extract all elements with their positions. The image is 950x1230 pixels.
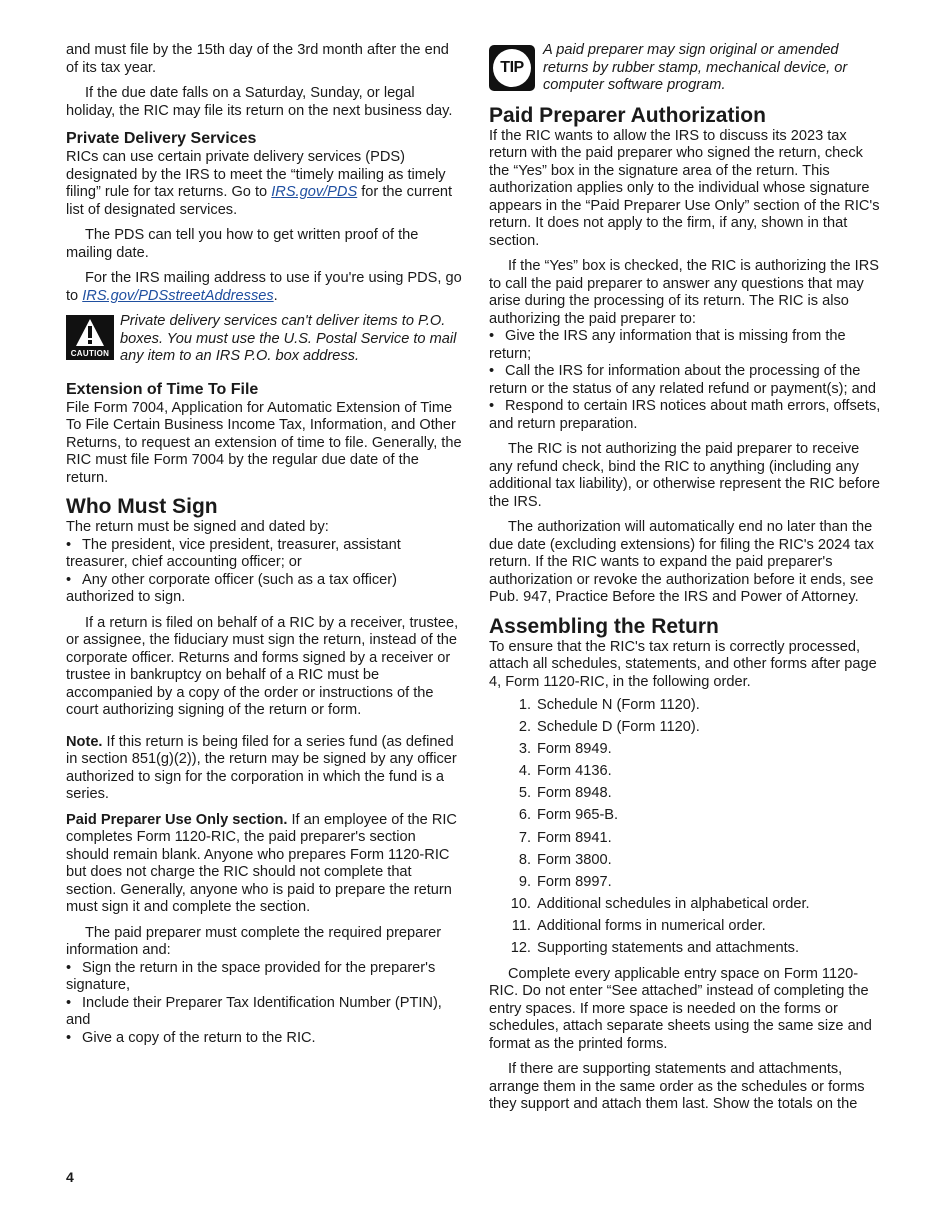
bullet-item: • Give the IRS any information that is missing from the return; xyxy=(489,328,846,362)
bullet-item: • Include their Preparer Tax Identification Number (PTIN), and xyxy=(66,994,442,1028)
paragraph: The PDS can tell you how to get written proof of the mailing date. xyxy=(66,227,419,261)
paragraph: If a return is filed on behalf of a RIC by a receiver, trustee, or assignee, the fiduciary must sign the return, instead of the corporate officer. Returns and forms signed by a receiver or trustee in bankruptcy on behalf of a RIC must be accompanied by a copy of the order or instructions of the court authorizing signing of the return or form. xyxy=(66,614,459,718)
paragraph: The authorization will automatically end no later than the due date (excluding extensions) for filing the RIC's 2024 tax return. If the RIC wants to expand the paid preparer's authorization or revoke the authorization before it ends, see Pub. 947, Practice Before the IRS and Power of Attorney. xyxy=(489,519,874,605)
assembly-list-item xyxy=(489,874,882,892)
bullet-item: • Sign the return in the space provided for the preparer's signature, xyxy=(66,959,436,993)
list-number: 10. xyxy=(510,895,531,912)
list-number: 8. xyxy=(518,851,531,868)
assembly-order-list xyxy=(489,697,882,958)
assembly-list-item xyxy=(489,940,882,958)
section-heading-paid-preparer-authorization: Paid Preparer Authorization xyxy=(489,103,766,127)
list-number: 6. xyxy=(518,807,531,824)
paragraph: If there are supporting statements and attachments, arrange them in the same order as the schedules or forms they support and attach them last. Show the totals on the xyxy=(489,1061,865,1113)
bullet-icon: • xyxy=(489,328,495,344)
list-number: 11. xyxy=(511,917,531,934)
paragraph: If the RIC wants to allow the IRS to discuss its 2023 tax return with the paid preparer who signed the return, check the “Yes” box in the signature area of the return. This authorization applies only to the individual whose signature appears in the “Paid Preparer Use Only” section of the RIC's return. It does not apply to the firm, if any, shown in that section. xyxy=(489,127,880,249)
list-text: Additional schedules in alphabetical order. xyxy=(537,895,810,912)
assembly-list-item xyxy=(489,763,882,781)
tip-label: TIP xyxy=(500,59,524,76)
note-paragraph: Note. If this return is being filed for a series fund (as defined in section 851(g)(2)), the return may be signed by any officer authorized to sign for the corporation in which the fund is a series. xyxy=(66,733,457,802)
section-heading-assembling-the-return: Assembling the Return xyxy=(489,614,719,638)
paragraph: If the “Yes” box is checked, the RIC is authorizing the IRS to call the paid preparer to answer any questions that may arise during the processing of its return. The RIC is also authorizing the paid preparer to: xyxy=(489,258,879,327)
list-text: Additional forms in numerical order. xyxy=(537,917,766,934)
list-text: Form 965-B. xyxy=(537,807,619,824)
assembly-list-item xyxy=(489,807,882,825)
assembly-list-item xyxy=(489,785,882,803)
list-number: 2. xyxy=(518,719,531,736)
paragraph: To ensure that the RIC's tax return is correctly processed, attach all schedules, statements, and other forms after page 4, Form 1120-RIC, in the following order. xyxy=(489,638,877,690)
paragraph: and must file by the 15th day of the 3rd month after the end of its tax year. xyxy=(66,42,449,76)
bullet-icon: • xyxy=(66,1029,72,1046)
paragraph: RICs can use certain private delivery services (PDS) designated by the IRS to meet the “timely mailing as timely filing” rule for tax returns. Go to IRS.gov/PDS for the current list of designated services. xyxy=(66,149,453,218)
assembly-list-item xyxy=(489,896,882,914)
section-heading-private-delivery: Private Delivery Services xyxy=(66,130,257,147)
bullet-item: • Call the IRS for information about the processing of the return or the status of any related refund or payment(s); and xyxy=(489,363,876,397)
list-number: 12. xyxy=(510,940,531,957)
section-heading-extension: Extension of Time To File xyxy=(66,380,259,398)
paragraph: Complete every applicable entry space on Form 1120-RIC. Do not enter “See attached” instead of completing the entry spaces. If more space is needed on the forms or schedules, attach separate sheets using the same size and format as the printed forms. xyxy=(489,965,872,1052)
irs-pds-link[interactable]: IRS.gov/PDS xyxy=(271,184,358,200)
list-text: Form 3800. xyxy=(537,851,612,868)
assembly-list-item xyxy=(489,719,882,737)
section-heading-who-must-sign: Who Must Sign xyxy=(66,495,218,518)
bullet-icon: • xyxy=(489,398,495,414)
paragraph: The return must be signed and dated by: xyxy=(66,519,329,535)
irs-pds-street-addresses-link[interactable]: IRS.gov/PDSstreetAddresses xyxy=(82,287,274,304)
left-column xyxy=(66,42,462,1047)
paragraph: File Form 7004, Application for Automatic Extension of Time To File Certain Business Income Tax, Information, and Other Returns, to request an extension of time to file. Generally, the RIC must file Form 7004 by the regular due date of the return. xyxy=(66,399,462,486)
list-text: Schedule D (Form 1120). xyxy=(537,719,700,736)
bullet-item: • Give a copy of the return to the RIC. xyxy=(66,1029,316,1046)
bullet-icon: • xyxy=(66,571,72,588)
list-number: 4. xyxy=(518,763,531,780)
paid-preparer-use-only-paragraph: Paid Preparer Use Only section. If an employee of the RIC completes Form 1120-RIC, the paid preparer's section should remain blank. Anyone who prepares Form 1120-RIC but does not charge the RIC should not complete that section. Generally, anyone who is paid to prepare the return must sign it and complete the section. xyxy=(66,811,457,915)
paragraph: For the IRS mailing address to use if you're using PDS, go to IRS.gov/PDSstreetAddresses. xyxy=(66,270,462,304)
caution-callout xyxy=(66,313,462,366)
list-number: 7. xyxy=(518,829,531,846)
warning-triangle-icon xyxy=(75,318,105,348)
list-text: Schedule N (Form 1120). xyxy=(537,697,700,713)
bullet-icon: • xyxy=(66,536,72,553)
assembly-list-item xyxy=(489,741,882,759)
bullet-item: • Any other corporate officer (such as a tax officer) authorized to sign. xyxy=(66,571,397,605)
list-text: Form 8949. xyxy=(537,741,612,758)
assembly-list-item xyxy=(489,697,882,715)
list-text: Form 8997. xyxy=(537,873,612,890)
bullet-icon: • xyxy=(66,959,72,976)
list-text: Form 8948. xyxy=(537,785,612,802)
bullet-item: • The president, vice president, treasurer, assistant treasurer, chief accounting officer; or xyxy=(66,536,401,570)
right-column xyxy=(489,42,882,1114)
list-number: 3. xyxy=(518,741,531,758)
bullet-icon: • xyxy=(66,994,72,1011)
caution-icon xyxy=(66,315,114,360)
list-text: Form 4136. xyxy=(537,763,612,780)
list-number: 5. xyxy=(518,785,531,802)
list-text: Supporting statements and attachments. xyxy=(537,940,800,957)
assembly-list-item xyxy=(489,852,882,870)
list-number: 1. xyxy=(518,697,531,713)
assembly-list-item xyxy=(489,830,882,848)
tip-icon xyxy=(489,45,535,91)
paragraph: If the due date falls on a Saturday, Sunday, or legal holiday, the RIC may file its return on the next business day. xyxy=(66,85,453,119)
tip-callout xyxy=(489,42,882,95)
bullet-icon: • xyxy=(489,363,495,379)
caution-label: CAUTION xyxy=(70,349,110,358)
page-number: 4 xyxy=(66,1169,74,1185)
list-number: 9. xyxy=(518,873,531,890)
list-text: Form 8941. xyxy=(537,829,612,846)
bullet-item: • Respond to certain IRS notices about math errors, offsets, and return preparation. xyxy=(489,398,881,432)
paragraph: The paid preparer must complete the required preparer information and: xyxy=(66,924,442,958)
assembly-list-item xyxy=(489,918,882,936)
caution-text: Private delivery services can't deliver items to P.O. boxes. You must use the U.S. Postal Service to mail any item to an IRS P.O. box address. xyxy=(120,313,457,364)
tip-text: A paid preparer may sign original or amended returns by rubber stamp, mechanical device, or computer software program. xyxy=(543,42,848,93)
paragraph: The RIC is not authorizing the paid preparer to receive any refund check, bind the RIC to anything (including any additional tax liability), or otherwise represent the RIC before the IRS. xyxy=(489,441,880,510)
